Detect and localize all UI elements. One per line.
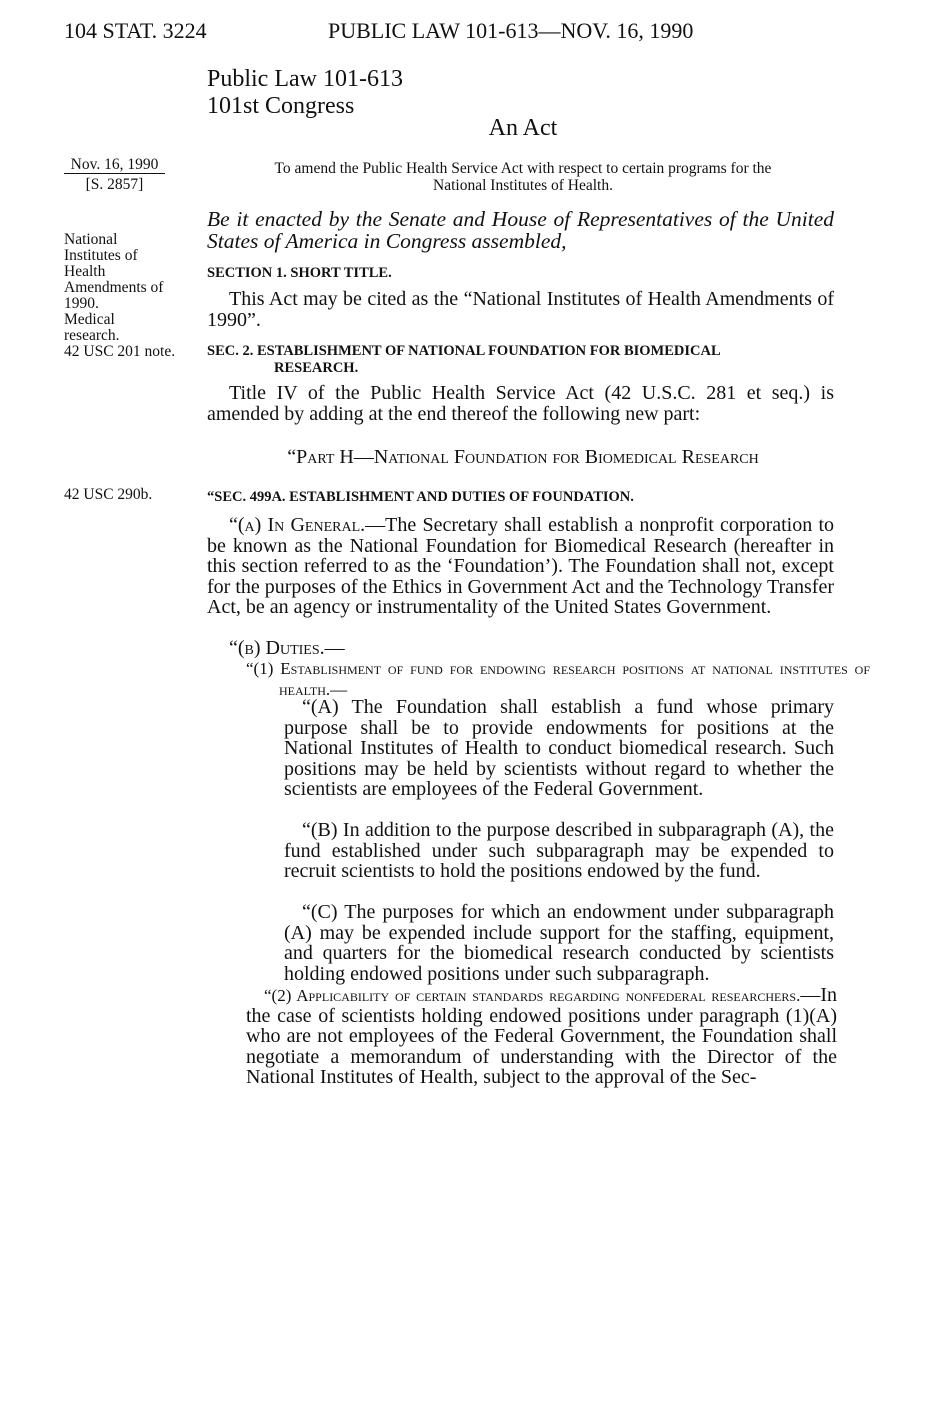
part-h-heading: “Part H—National Foundation for Biomedical Research [287,446,759,468]
page-header-stat: 104 STAT. 3224 [64,18,207,43]
title-block [207,66,403,120]
purpose-line: To amend the Public Health Service Act with respect to certain programs for the [274,160,772,177]
sec-499a-heading: “SEC. 499A. ESTABLISHMENT AND DUTIES OF FOUNDATION. [207,489,634,505]
purpose-line: National Institutes of Health. [433,177,613,194]
sidenote-line: 1990. [64,295,99,312]
sidenote-date: Nov. 16, 1990 [70,156,159,173]
heading-line: SEC. 2. ESTABLISHMENT OF NATIONAL FOUNDATION FOR BIOMEDICAL [207,343,721,359]
sidenote-line: Institutes of [64,247,138,264]
sidenote-divider [64,173,165,174]
sidenote-line: National [64,231,118,248]
section-1-text: This Act may be cited as the “National Institutes of Health Amendments of 1990”. [207,288,834,331]
subparagraph-b1-a: “(A) The Foundation shall establish a fund whose primary purpose shall be to provide endowments for positions at the National Institutes of Health to conduct biomedical research. Such positions may be held by scientists without regard to whether the scientists are employees of the Federal Government. [284,696,834,800]
subsection-b-label: “(b) Duties.— [229,637,345,659]
sidenote-short-title [64,232,175,360]
heading-line: RESEARCH. [274,360,359,376]
paragraph-b2-heading: “(2) Applicability of certain standards regarding nonfederal researchers. [264,986,801,1005]
paragraph-b2-text: —In the case of scientists holding endowed positions under paragraph (1)(A) who are not employees of the Federal Government, the Foundation shall negotiate a memorandum of understanding with the Director of the National Institutes of Health, subject to the approval of the Sec- [246,984,837,1088]
enacting-clause: Be it enacted by the Senate and House of Representatives of the United States of America in Congress assembled, [207,207,834,253]
sidenote-usc-290b: 42 USC 290b. [64,486,153,503]
subsection-a-label: “(a) In General. [229,514,366,536]
act-label: An Act [488,115,558,141]
sidenote-line: Amendments of [64,279,164,296]
subparagraph-b1-c: “(C) The purposes for which an endowment under subparagraph (A) may be expended include support for the staffing, equipment, and quarters for the biomedical research conducted by scientists holding endowed positions under such subparagraph. [284,901,834,985]
paragraph-b2 [246,985,837,1087]
sidenote-line: research. [64,327,120,344]
page-header-law: PUBLIC LAW 101-613—NOV. 16, 1990 [328,18,694,43]
section-2-heading [207,343,837,377]
subsection-b-heading [229,638,345,659]
law-number: Public Law 101-613 [207,66,403,92]
subsection-a [207,515,834,618]
sidenote-usc: 42 USC 201 note. [64,343,176,360]
act-purpose [207,160,839,194]
sidenote-bill: [S. 2857] [85,176,144,193]
paragraph-b1-heading: “(1) Establishment of fund for endowing research positions at national institutes of health.— [246,659,870,699]
sidenote-line: Health [64,263,106,280]
congress-number: 101st Congress [207,93,355,119]
section-1-heading: SECTION 1. SHORT TITLE. [207,265,392,281]
subsection-a-text: —The Secretary shall establish a nonprofit corporation to be known as the National Foundation for Biomedical Research (hereafter in this section referred to as the ‘Foundation’). The Foundation shall not, except for the purposes of the Ethics in Government Act and the Technology Transfer Act, be an agency or instrumentality of the United States Government. [207,514,834,618]
section-2-text: Title IV of the Public Health Service Act (42 U.S.C. 281 et seq.) is amended by adding at the end thereof the following new part: [207,382,834,425]
sidenote-line: Medical [64,311,115,328]
subparagraph-b1-b: “(B) In addition to the purpose described in subparagraph (A), the fund established under such subparagraph may be expended to recruit scientists to hold the positions endowed by the fund. [284,819,834,882]
